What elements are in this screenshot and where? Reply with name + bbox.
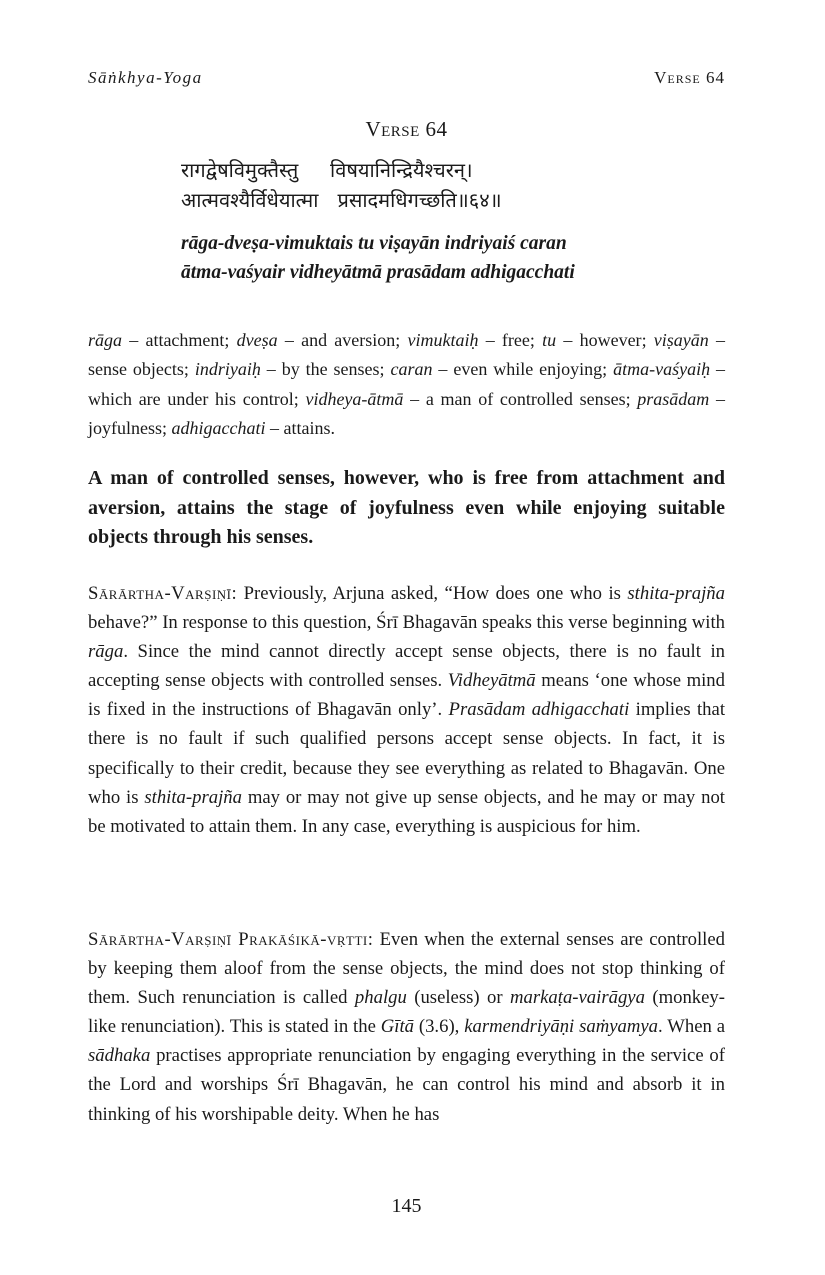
- synonym-word: viṣayān: [653, 330, 709, 350]
- synonym-meaning: joyfulness: [88, 417, 162, 438]
- running-head: [88, 68, 725, 92]
- synonym-meaning: however: [579, 330, 642, 350]
- synonym-meaning: attachment: [145, 330, 225, 350]
- synonym-word: indriyaiḥ: [194, 359, 261, 380]
- synonym-word: vidheya-ātmā: [305, 388, 404, 409]
- commentary-text: (monkey-like renunciation). This is stated in the: [88, 987, 725, 1038]
- commentary-text: . When a: [658, 1016, 726, 1038]
- transliteration-line-1: rāga-dveṣa-vimuktais tu viṣayān indriyaiś caran: [181, 233, 567, 254]
- commentary-text: Previously, Arjuna asked, “How does one who is: [237, 583, 628, 604]
- synonym-word: ātma-vaśyaiḥ: [613, 359, 711, 380]
- synonym-meaning: even while enjoying: [453, 359, 603, 380]
- synonym-meaning: by the senses: [281, 359, 380, 380]
- synonym-word: rāga: [88, 330, 123, 350]
- transliteration-line-2: ātma-vaśyair vidheyātmā prasādam adhigacchati: [181, 262, 575, 283]
- devanagari-line-1: रागद्वेषविमुक्तैस्तु विषयानिन्द्रियैश्चरन्।: [181, 158, 473, 182]
- commentary-prakasika-vrtti: [88, 925, 725, 1129]
- page-number: 145: [391, 1195, 422, 1217]
- commentary-term: Prasādam adhigacchati: [448, 699, 630, 721]
- commentary-text: . Since the mind cannot directly accept sense objects, there is no fault in accepting sense objects with controlled senses.: [88, 641, 725, 692]
- transliteration: [181, 229, 701, 287]
- synonym-meaning: and aversion: [301, 330, 396, 350]
- synonym-meaning: sense objects: [88, 359, 184, 380]
- commentary-term: sādhaka: [88, 1045, 151, 1067]
- running-head-verse: Verse 64: [654, 68, 725, 87]
- commentary-text: implies that there is no fault if such qualified persons accept sense objects. In fact, it is specifically to their credit, because they see everything as related to Bhagavān. One who is: [88, 699, 726, 808]
- verse-title: Verse 64: [365, 117, 448, 141]
- commentary-text: means ‘one whose mind is fixed in the instructions of Bhagavān only’.: [88, 670, 725, 721]
- synonym-meaning: free: [501, 330, 530, 350]
- commentary-term: markaṭa-vairāgya: [510, 987, 645, 1009]
- verse-translation: A man of controlled senses, however, who is free from attachment and aversion, attains the stage of joyfulness even while enjoying suitable objects through his senses.: [88, 467, 725, 548]
- word-for-word-synonyms: rāga – attachment; dveṣa – and aversion; vimuktaiḥ – free; tu – however; viṣayān – sense objects; indriyaiḥ – by the senses; caran – even while enjoying; ātma-vaśyaiḥ – which are under his control; vidheya-ātmā – a man of controlled senses; prasādam – joyfulness; adhigacchati – attains.: [88, 330, 726, 438]
- commentary-text: Even when the external senses are controlled by keeping them aloof from the sense objects, the mind does not stop thinking of them. Such renunciation is called: [88, 929, 725, 1009]
- synonym-meaning: attains: [283, 417, 331, 438]
- running-head-chapter: Sāṅkhya-Yoga: [88, 68, 203, 87]
- commentary-label: Sārārtha-Varṣiṇī Prakāśikā-vṛtti:: [88, 929, 374, 950]
- commentary-text: (useless) or: [406, 987, 510, 1009]
- commentary-text: (3.6),: [413, 1016, 465, 1038]
- verse-block: [181, 155, 701, 287]
- synonym-meaning: a man of controlled senses: [425, 388, 626, 409]
- synonym-meaning: which are under his control: [88, 388, 294, 409]
- commentary-term: phalgu: [354, 987, 407, 1009]
- commentary-term: sthita-prajña: [627, 583, 725, 604]
- commentary-term: Gītā: [380, 1016, 414, 1038]
- devanagari-line-2: आत्मवश्यैर्विधेयात्मा प्रसादमधिगच्छति॥६४॥: [181, 188, 502, 212]
- commentary-term: sthita-prajña: [144, 786, 242, 808]
- synonym-word: dveṣa: [236, 330, 278, 350]
- commentary-label: Sārārtha-Varṣiṇī:: [88, 583, 238, 604]
- synonym-word: vimuktaiḥ: [407, 330, 479, 350]
- commentary-term: Vidheyātmā: [447, 670, 536, 692]
- synonym-word: prasādam: [637, 388, 710, 409]
- commentary-text: practises appropriate renunciation by engaging everything in the service of the Lord and worships Śrī Bhagavān, he can control his mind and absorb it in thinking of his worshipable deity. When he has: [88, 1045, 725, 1125]
- commentary-term: karmendriyāṇi saṁyamya: [464, 1016, 659, 1038]
- commentary-text: may or may not give up sense objects, and he may or may not be motivated to attain them. In any case, everything is auspicious for him.: [88, 786, 726, 837]
- commentary-term: rāga: [88, 641, 124, 663]
- synonym-word: tu: [542, 330, 557, 350]
- commentary-sarartha-varsini: [88, 579, 725, 841]
- book-page: [88, 0, 725, 1275]
- synonym-word: caran: [390, 359, 433, 380]
- synonym-word: adhigacchati: [171, 417, 266, 438]
- commentary-text: behave?” In response to this question, Śrī Bhagavān speaks this verse beginning with: [88, 612, 725, 634]
